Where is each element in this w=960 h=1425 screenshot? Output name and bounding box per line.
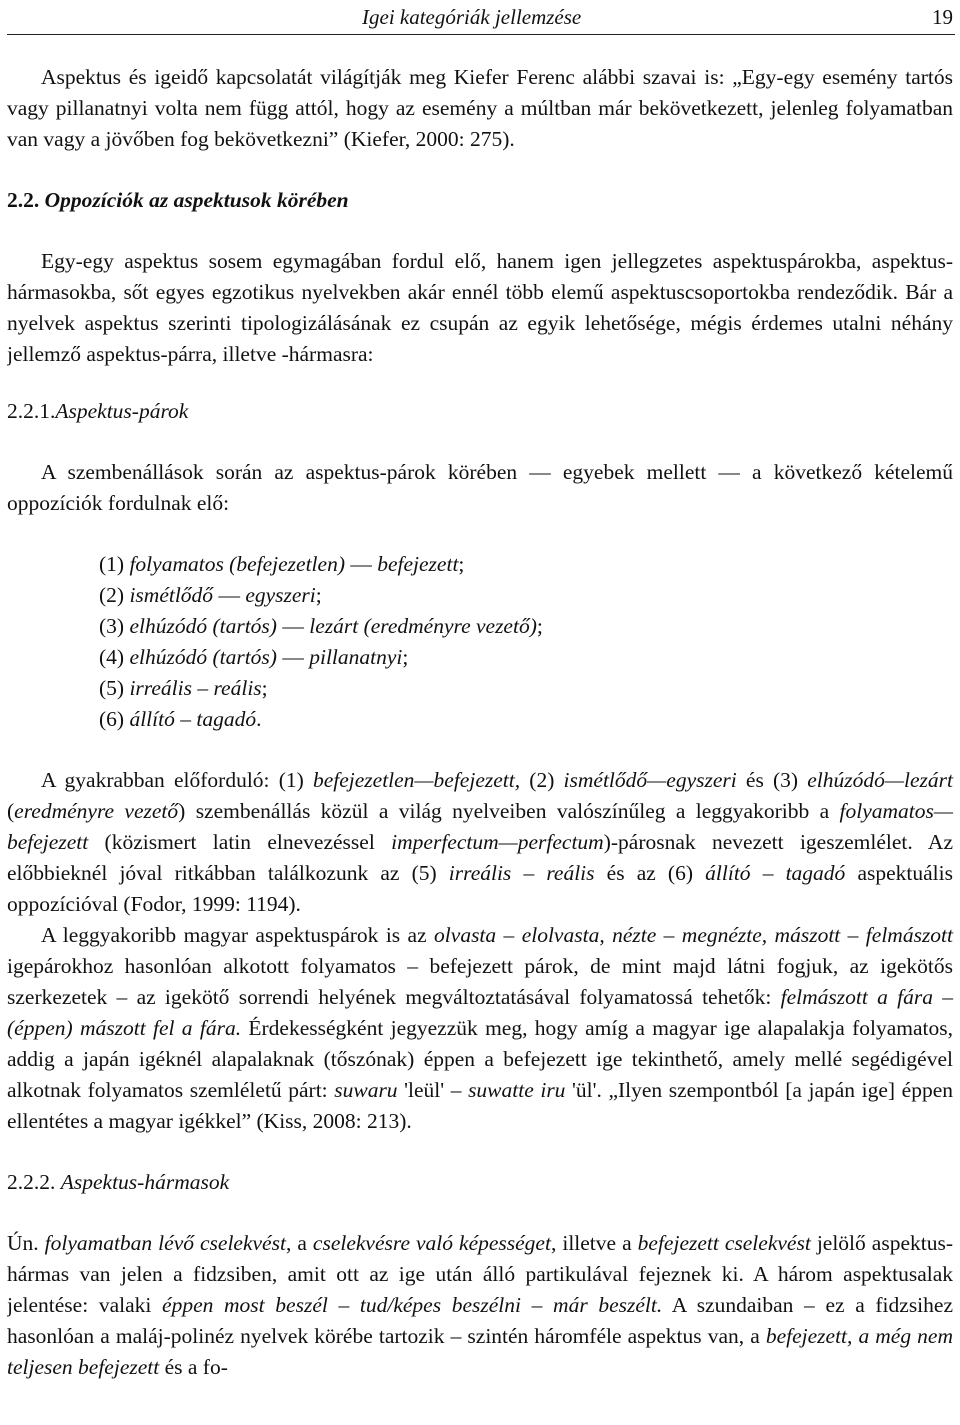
paragraph-oppositions-intro: A szembenállások során az aspektus-párok körében — egyebek mellett — a következő kételemű oppozíciók fordulnak elő: (7, 460, 953, 515)
section-title: Oppozíciók az aspektusok körében (44, 188, 349, 212)
section-heading-2-2 (7, 185, 953, 216)
section-heading-2-2-2 (7, 1167, 953, 1198)
paragraph-aspect-groups: Egy-egy aspektus sosem egymagában fordul elő, hanem igen jellegzetes aspektuspárokba, aspektus-hármasokba, sőt egyes egzotikus nyelvekben akár ennél több elemű aspektuscsoportokba rendeződik. Bár a nyelvek aspektus szerinti tipologizálásának ez csupán az egyik lehetősége, mégis érdemes utalni néhány jellemző aspektus-párra, illetve -hármasra: (7, 249, 953, 366)
header-title: Igei kategóriák jellemzése (362, 5, 582, 29)
paragraph-hungarian-japanese: A leggyakoribb magyar aspektuspárok is az olvasta – elolvasta, nézte – megnézte, mászott – felmászott igepárokhoz hasonlóan alkotott folyamatos – befejezett párok, de mint majd látni fogjuk, az igekötős szerkezetek – az igekötő sorrendi helyének megváltoztatásával folyamatossá tehetők: felmászott a fára – (éppen) mászott fel a fára. Érdekességként jegyezzük meg, hogy amíg a magyar ige alapalakja folyamatos, addig a japán igéknél alapalaknak (tőszónak) éppen a befejezett ige tekinthető, amely mellé segédigével alkotnak folyamatos szemléletű párt: suwaru 'leül' – suwatte iru 'ül'. „Ilyen szempontból [a japán ige] éppen ellentétes a magyar igékkel” (Kiss, 2008: 213). (7, 923, 954, 1133)
header-rule (7, 34, 955, 35)
section-number: 2.2.2. (7, 1170, 56, 1194)
list-item: (2) ismétlődő — egyszeri; (99, 583, 322, 607)
list-item: (5) irreális – reális; (99, 676, 268, 700)
opposition-list (7, 549, 953, 735)
paragraph-aspect-triples: Ún. folyamatban lévő cselekvést, a cselekvésre való képességet, illetve a befejezett cselekvést jelölő aspektus-hármas van jelen a fidzsiben, amit ott az ige után álló partikulával fejeznek ki. A három aspektusalak jelentése: valaki éppen most beszél – tud/képes beszélni – már beszélt. A szundaiban – ez a fidzsihez hasonlóan a maláj-polinéz nyelvek körébe tartozik – szintén háromféle aspektus van, a befejezett, a még nem teljesen befejezett és a fo- (7, 1231, 953, 1379)
section-title: Aspektus-hármasok (60, 1170, 230, 1194)
section-number: 2.2.1. (7, 399, 56, 423)
document-page (7, 0, 955, 1425)
list-item: (3) elhúzódó (tartós) — lezárt (eredményre vezető); (99, 614, 543, 638)
page-number: 19 (932, 5, 953, 29)
list-item: (6) állító – tagadó. (99, 707, 262, 731)
paragraph-frequent-oppositions: A gyakrabban előforduló: (1) befejezetlen—befejezett, (2) ismétlődő—egyszeri és (3) elhúzódó—lezárt (eredményre vezető) szembenállás közül a világ nyelveiben valószínűleg a leggyakoribb a folyamatos—befejezett (közismert latin elnevezéssel imperfectum—perfectum)-párosnak nevezett igeszemlélet. Az előbbieknél jóval ritkábban találkozunk az (5) irreális – reális és az (6) állító – tagadó aspektuális oppozícióval (Fodor, 1999: 1194). (7, 768, 953, 916)
running-header (7, 0, 955, 36)
section-title: Aspektus-párok (55, 399, 189, 423)
paragraph-kiefer-quote: Aspektus és igeidő kapcsolatát világítják meg Kiefer Ferenc alábbi szavai is: „Egy-egy esemény tartós vagy pillanatnyi volta nem függ attól, hogy az esemény a múltban már bekövetkezett, jelenleg folyamatban van vagy a jövőben fog bekövetkezni” (Kiefer, 2000: 275). (7, 65, 953, 151)
list-item: (4) elhúzódó (tartós) — pillanatnyi; (99, 645, 409, 669)
section-number: 2.2. (7, 188, 40, 212)
page-content (7, 62, 953, 1383)
section-heading-2-2-1 (7, 396, 953, 427)
list-item: (1) folyamatos (befejezetlen) — befejezett; (99, 552, 465, 576)
